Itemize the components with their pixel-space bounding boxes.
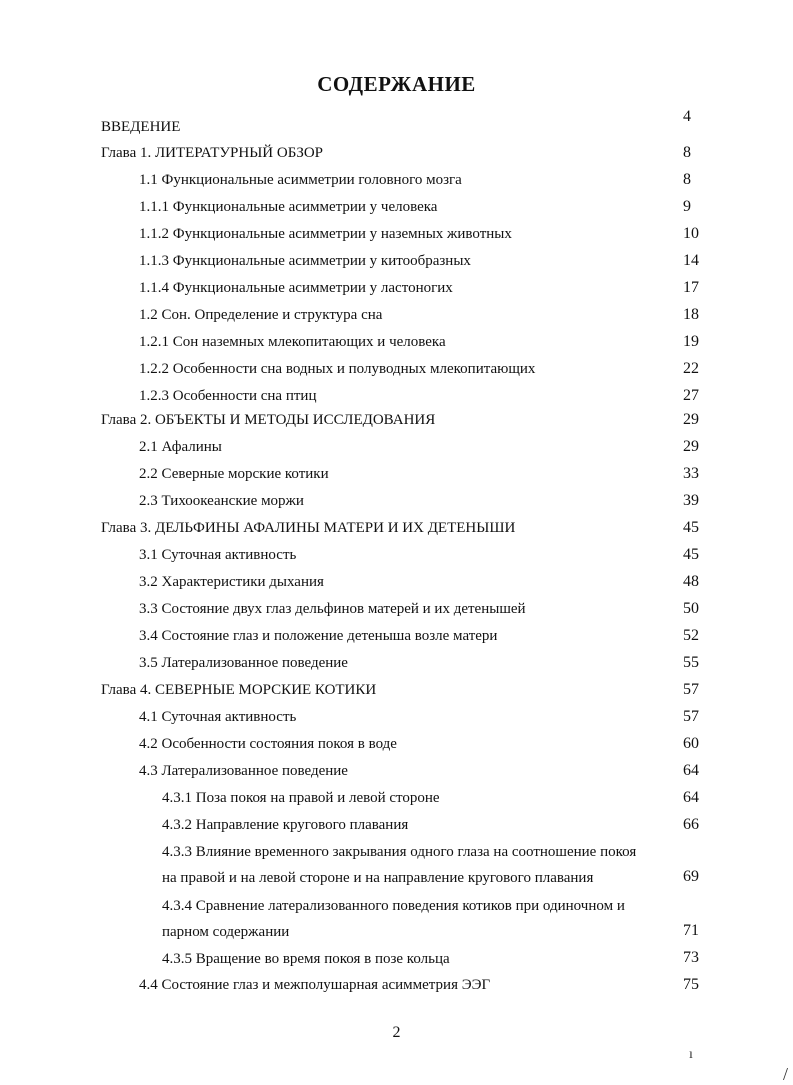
toc-entry bbox=[0, 896, 793, 920]
toc-entry bbox=[0, 680, 793, 704]
toc-entry-title: 1.2.1 Сон наземных млекопитающих и человека bbox=[139, 334, 446, 350]
toc-entry-title: 1.2.2 Особенности сна водных и полуводных млекопитающих bbox=[139, 361, 536, 377]
toc-entry bbox=[0, 707, 793, 731]
toc-entry bbox=[0, 653, 793, 677]
toc-entry-page: 8 bbox=[683, 144, 691, 161]
toc-entry-title: Глава 1. ЛИТЕРАТУРНЫЙ ОБЗОР bbox=[101, 145, 324, 161]
toc-entry-title: 4.3 Латерализованное поведение bbox=[139, 763, 348, 779]
toc-entry bbox=[0, 143, 793, 167]
toc-entry bbox=[0, 572, 793, 596]
toc-entry-page: 52 bbox=[683, 627, 699, 644]
toc-entry-page: 22 bbox=[683, 360, 699, 377]
toc-entry-title: 3.5 Латерализованное поведение bbox=[139, 655, 348, 671]
toc-entry-title: 4.3.1 Поза покоя на правой и левой стороне bbox=[162, 790, 440, 806]
toc-entry-page: 55 bbox=[683, 654, 699, 671]
toc-entry bbox=[0, 359, 793, 383]
toc-entry-page: 14 bbox=[683, 252, 699, 269]
toc-entry-page: 64 bbox=[683, 789, 699, 806]
toc-entry-page: 18 bbox=[683, 306, 699, 323]
toc-entry-title: 3.1 Суточная активность bbox=[139, 547, 297, 563]
toc-entry-page: 17 bbox=[683, 279, 699, 296]
toc-entry bbox=[0, 734, 793, 758]
toc-entry bbox=[0, 410, 793, 434]
toc-entry-page: 29 bbox=[683, 438, 699, 455]
toc-entry-page: 10 bbox=[683, 225, 699, 242]
toc-entry-title: 1.1.1 Функциональные асимметрии у человека bbox=[139, 199, 438, 215]
toc-entry bbox=[0, 788, 793, 812]
toc-entry-page: 48 bbox=[683, 573, 699, 590]
toc-entry-page: 73 bbox=[683, 949, 699, 966]
toc-entry bbox=[0, 815, 793, 839]
toc-entry-page: 8 bbox=[683, 171, 691, 188]
toc-entry-title: 2.3 Тихоокеанские моржи bbox=[139, 493, 304, 509]
toc-entry-title: 4.2 Особенности состояния покоя в воде bbox=[139, 736, 397, 752]
page-number: 2 bbox=[392, 1024, 401, 1041]
toc-entry-title: 4.1 Суточная активность bbox=[139, 709, 297, 725]
toc-entry-title: 4.3.4 Сравнение латерализованного поведения котиков при одиночном и bbox=[162, 898, 625, 914]
toc-entry bbox=[0, 868, 793, 892]
toc-entry-title: Глава 2. ОБЪЕКТЫ И МЕТОДЫ ИССЛЕДОВАНИЯ bbox=[101, 412, 436, 428]
toc-entry-page: 45 bbox=[683, 519, 699, 536]
page-title: СОДЕРЖАНИЕ bbox=[317, 72, 476, 96]
toc-entry-page: 66 bbox=[683, 816, 699, 833]
toc-entry-title: 4.4 Состояние глаз и межполушарная асимметрия ЭЭГ bbox=[139, 977, 491, 993]
toc-entry bbox=[0, 386, 793, 410]
toc-entry-title: Глава 3. ДЕЛЬФИНЫ АФАЛИНЫ МАТЕРИ И ИХ ДЕТЕНЫШИ bbox=[101, 520, 516, 536]
toc-entry bbox=[0, 949, 793, 973]
toc-entry-title: 3.2 Характеристики дыхания bbox=[139, 574, 324, 590]
toc-entry bbox=[0, 437, 793, 461]
toc-entry-page: 69 bbox=[683, 868, 699, 885]
margin-mark: / bbox=[783, 1064, 789, 1084]
toc-entry bbox=[0, 332, 793, 356]
toc-entry bbox=[0, 464, 793, 488]
toc-entry-page: 57 bbox=[683, 681, 699, 698]
toc-entry-page: 45 bbox=[683, 546, 699, 563]
toc-entry bbox=[0, 975, 793, 999]
toc-entry bbox=[0, 545, 793, 569]
toc-entry-page: 27 bbox=[683, 387, 699, 404]
toc-entry-title: 2.1 Афалины bbox=[139, 439, 222, 455]
toc-entry-title: 2.2 Северные морские котики bbox=[139, 466, 329, 482]
toc-entry-page: 4 bbox=[683, 108, 691, 125]
toc-entry bbox=[0, 278, 793, 302]
toc-entry bbox=[0, 599, 793, 623]
toc-entry bbox=[0, 761, 793, 785]
toc-entry bbox=[0, 922, 793, 946]
toc-entry bbox=[0, 305, 793, 329]
toc-entry-title: Глава 4. СЕВЕРНЫЕ МОРСКИЕ КОТИКИ bbox=[101, 682, 377, 698]
toc-entry bbox=[0, 626, 793, 650]
toc-entry bbox=[0, 108, 793, 141]
toc-entry-page: 39 bbox=[683, 492, 699, 509]
toc-entry bbox=[0, 491, 793, 515]
toc-entry-page: 64 bbox=[683, 762, 699, 779]
toc-entry-title: ВВЕДЕНИЕ bbox=[101, 119, 181, 135]
toc-entry-title: 1.1.4 Функциональные асимметрии у ластоногих bbox=[139, 280, 453, 296]
toc-entry-page: 9 bbox=[683, 198, 691, 215]
toc-entry bbox=[0, 170, 793, 194]
toc-entry-title: 4.3.5 Вращение во время покоя в позе кольца bbox=[162, 951, 450, 967]
toc-entry-title: 1.1.3 Функциональные асимметрии у китообразных bbox=[139, 253, 471, 269]
toc-entry-page: 19 bbox=[683, 333, 699, 350]
toc-entry-page: 57 bbox=[683, 708, 699, 725]
toc-entry-title: 4.3.3 Влияние временного закрывания одного глаза на соотношение покоя bbox=[162, 844, 637, 860]
toc-entry-page: 75 bbox=[683, 976, 699, 993]
toc-entry bbox=[0, 224, 793, 248]
toc-entry-page: 33 bbox=[683, 465, 699, 482]
toc-entry bbox=[0, 251, 793, 275]
toc-entry-title: 3.3 Состояние двух глаз дельфинов матерей и их детенышей bbox=[139, 601, 526, 617]
toc-entry bbox=[0, 842, 793, 866]
margin-mark: ı bbox=[689, 1047, 693, 1062]
toc-entry-title: 1.2 Сон. Определение и структура сна bbox=[139, 307, 383, 323]
toc-entry-title: 4.3.2 Направление кругового плавания bbox=[162, 817, 409, 833]
toc-entry-page: 71 bbox=[683, 922, 699, 939]
toc-entry-title: 1.1.2 Функциональные асимметрии у наземных животных bbox=[139, 226, 512, 242]
toc-entry-title: на правой и на левой стороне и на направление кругового плавания bbox=[162, 870, 594, 886]
toc-entry-title: 1.2.3 Особенности сна птиц bbox=[139, 388, 317, 404]
toc-entry bbox=[0, 518, 793, 542]
toc-entry-page: 60 bbox=[683, 735, 699, 752]
toc-entry bbox=[0, 197, 793, 221]
toc-entry-title: 3.4 Состояние глаз и положение детеныша возле матери bbox=[139, 628, 498, 644]
toc-entry-title: 1.1 Функциональные асимметрии головного мозга bbox=[139, 172, 462, 188]
toc-entry-title: парном содержании bbox=[162, 924, 290, 940]
toc-entry-page: 29 bbox=[683, 411, 699, 428]
toc-entry-page: 50 bbox=[683, 600, 699, 617]
